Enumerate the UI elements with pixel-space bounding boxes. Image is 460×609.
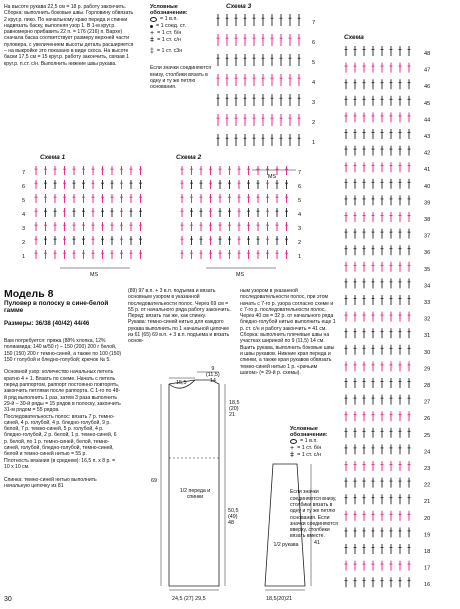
- scheme4-row-number: 36: [424, 250, 431, 257]
- scheme4-row-number: 40: [424, 183, 431, 190]
- scheme4-row-number: 46: [424, 84, 431, 91]
- scheme1-chart: [20, 162, 170, 280]
- scheme4-row-number: 25: [424, 432, 431, 439]
- scheme4-row-number: 16: [424, 582, 431, 589]
- legend-top: [150, 4, 212, 91]
- scheme4-row-number: 34: [424, 283, 431, 290]
- scheme-row-number-left: 2: [22, 240, 26, 246]
- scheme3-row-number: 3: [312, 100, 316, 106]
- scheme4-row-number: 35: [424, 266, 431, 273]
- scheme-row-number-left: 3: [22, 226, 26, 232]
- dc-symbol-icon: ǂ: [290, 452, 295, 460]
- scheme3-ms-label: MS: [268, 174, 277, 180]
- scheme3-row-number: 5: [312, 60, 316, 66]
- legend-note-top: Если значки соединяются внизу, столбики вязать в одну и ту же петлю основания.: [150, 65, 211, 91]
- scheme-row-number-left: 5: [22, 198, 26, 204]
- legend-row-sc: + = 1 ст. б/н: [150, 30, 182, 38]
- scheme4-row-number: 47: [424, 67, 431, 74]
- scheme4-row-number: 43: [424, 134, 431, 140]
- scheme-row-number-left: 7: [22, 170, 26, 176]
- scheme4-row-number: 28: [424, 383, 431, 389]
- scheme-row-number-right: 7: [298, 170, 302, 176]
- dim-sleeve-bottom: 18,5(20)21: [266, 596, 293, 602]
- scheme4-title: Схема: [344, 34, 364, 41]
- scheme4-row-number: 18: [424, 549, 431, 555]
- model-subtitle: Пуловер в полоску в сине-белой гамме: [4, 300, 109, 315]
- scheme4-row-number: 30: [424, 349, 431, 356]
- scheme-ms-label: MS: [90, 272, 99, 278]
- scheme1-title: Схема 1: [40, 154, 66, 161]
- scheme2-title: Схема 2: [176, 154, 202, 161]
- scheme-row-number-right: 4: [298, 212, 302, 218]
- scheme4-row-number: 20: [424, 515, 431, 522]
- dim-left-155: 15,5: [176, 380, 187, 386]
- legend-title: Условные обозначения:: [150, 4, 188, 17]
- scheme4-row-number: 33: [424, 300, 431, 306]
- scheme-ms-label: MS: [236, 272, 245, 278]
- scheme3-title: Схема 3: [226, 3, 252, 10]
- scheme4-row-number: 39: [424, 200, 431, 207]
- dim-right-lower: 50,5 (49) 48: [228, 508, 239, 526]
- scheme4-row-number: 26: [424, 416, 431, 423]
- scheme-row-number-left: 4: [22, 212, 26, 218]
- scheme4-row-number: 24: [424, 449, 431, 456]
- scheme3-row-number: 4: [312, 80, 316, 86]
- dim-height-69: 69: [151, 478, 157, 484]
- legend-row-slip: = 1 соед. ст.: [150, 23, 212, 30]
- dim-right-upper: 18,5 (20) 21: [229, 400, 240, 418]
- chain-symbol-icon: [290, 439, 297, 444]
- intro-text: На высоте рукава 22,5 см = 18 р. работу закончить. Сборка: выполнить боковые швы. Горловину обвязать 2 круг.р. пико. По начальному краю переда и спинки надвязать баску, выполняя узор 1. В 1-м круг.р. равномерно прибавить 22 п. = 176 (216) п. Вархе) сначала баска соответствует размеру верхней части пуловера, с увеличением высоты деталь расширяется – на выкройке это показано в виде скоса. На высоте баски 17,5 см = 15 круг.р. работу закончить, связав 1 круг.р. п.ст. с/н. Выполнить нижние швы рукава.: [4, 4, 134, 67]
- scheme4-row-number: 38: [424, 217, 431, 223]
- chain-symbol-icon: [150, 17, 157, 22]
- scheme-row-number-right: 2: [298, 240, 302, 246]
- scheme-row-number-right: 5: [298, 198, 302, 204]
- scheme-row-number-left: 1: [22, 254, 26, 260]
- scheme-row-number-right: 6: [298, 184, 302, 190]
- scheme4-row-number: 44: [424, 117, 431, 124]
- body-outline: [169, 380, 219, 586]
- scheme4-row-number: 19: [424, 532, 431, 539]
- legend-row-tr: ‡ = 1 ст. с3н: [150, 48, 183, 56]
- scheme3-chart: [212, 10, 328, 180]
- legend-note-bottom: Если значки соединяются внизу, столбики вязать в одну и ту же петлю основания. Если значки соединяются вверху, столбики вязать вместе.: [290, 489, 338, 540]
- dim-sleeve-41: 41: [314, 540, 320, 546]
- scheme2-chart: [166, 162, 316, 280]
- scheme4-row-number: 17: [424, 565, 431, 572]
- dim-top: 9 (11,5) 14: [206, 366, 220, 384]
- scheme-row-number-right: 1: [298, 254, 302, 260]
- scheme4-row-number: 27: [424, 399, 431, 406]
- scheme4-row-number: 29: [424, 366, 431, 373]
- scheme4-row-number: 23: [424, 466, 431, 472]
- scheme-row-number-right: 3: [298, 226, 302, 232]
- model-title: Модель 8: [4, 288, 54, 300]
- legend-row-chain: = 1 в.п.: [150, 16, 212, 23]
- scheme3-row-number: 2: [312, 120, 316, 126]
- scheme4-chart: [340, 42, 440, 602]
- model-text-col1: Вам потребуется: пряжа (88% хлопка, 12% полиамида; 140 м/50 г) – 150 (200) 200 г белой, 150 (150) 200 г темно-синей, а также по 100 (150) 150 г голубой и бледно-голубой; крючок № 5. Основной узор: количество начальных петель кратно 4 + 1. Вязать по схеме. Начать с петель перед раппортом, раппорт постоянно повторять, закончить петлями после раппорта. С 1-го по 48-й ряд выполнить 1 раз, затем 3 раза выполнить 29-й – 30-й ряды = 15 рядов в полоску, закончить 31-м рядом = 55 рядов. Последовательность полос: вязать 7 р. темно-синей, 4 р. голубой, 4 р. бледно-голубой, 9 р. белой, 7 р. темно-синей, 5 р. голубой, 4 р. бледно-голубой, 2 р. белой, 1 р. темно-синей, 6 р. белой, по 1 р. темно-синей, белой, темно-синей, голубой, бледно-голубой, темно-синей, белой и темно-синей нитью = 55 р. Плотность вязания (в среднем): 16,5 п. х 8 р. = 10 х 10 см. Спинка: темно-синей нитью выполнить начальную цепочку из 81: [4, 338, 122, 489]
- body-label: 1/2 переда и спинки: [179, 488, 211, 500]
- sleeve-label: 1/2 рукава: [273, 542, 299, 548]
- scheme3-row-number: 6: [312, 40, 316, 46]
- slip-symbol-icon: [150, 25, 153, 28]
- scheme4-row-number: 41: [424, 167, 431, 174]
- model-text-col3: ным узором в указанной последовательности полос, при этом начать с 7-го р. узора согласно схеме и с 7-го р. последовательности полос. Через 40 см = 32 р. от начального ряда бледно-голубой нитью выполнить еще 1 р. ст. с/н и работу закончить = 41 см. Сборка: выполнить плечевые швы на участках шириной по 9 (11,5) 14 см. Вшить рукава, выполнить боковые швы и швы рукавов. Нижние края переда и спинки, а также края рукавов обвязать темно-синей нитью 1 р. «рачьим шагом» (= 29-й р. схемы).: [240, 288, 336, 376]
- legend-row-dc: ǂ = 1 ст. с/н: [150, 37, 181, 45]
- scheme3-row-number: 1: [312, 140, 316, 146]
- legend-bottom: Условные обозначения: = 1 в.п. + = 1 ст. б/н ǂ = 1 ст. с/н Если значки соединяются внизу, столбики вязать в одну и ту же петлю основания. Если значки соединяются вверху, столбики вязать вместе.: [290, 426, 342, 540]
- page-number: 30: [4, 596, 12, 603]
- scheme4-row-number: 31: [424, 333, 431, 340]
- sc-symbol-icon: +: [150, 30, 155, 38]
- scheme4-row-number: 42: [424, 150, 431, 157]
- scheme4-row-number: 48: [424, 51, 431, 57]
- scheme4-row-number: 21: [424, 499, 431, 506]
- tr-symbol-icon: ‡: [150, 48, 154, 56]
- sc-symbol-icon: +: [290, 445, 295, 453]
- model-text-col2: (89) 97 в.п. + 3 в.п. подъема и вязать основным узором в указанной последовательности полос. Через 69 см = 55 р. от начального ряда работу закончить. Перед: вязать так же, как спинку. Рукава: темно-синей нитью для каждого рукава выполнить по 1 начальной цепочке из 61 (65) 69 в.п. + 3 в.п. подъема и вязать основ-: [128, 288, 231, 345]
- scheme3-row-number: 7: [312, 20, 316, 26]
- dc-symbol-icon: ǂ: [150, 37, 155, 45]
- model-sizes: Размеры: 36/38 (40/42) 44/46: [4, 319, 90, 327]
- model-header: [4, 288, 124, 327]
- scheme4-row-number: 32: [424, 316, 431, 323]
- scheme4-row-number: 45: [424, 100, 431, 107]
- scheme4-row-number: 22: [424, 482, 431, 489]
- scheme4-row-number: 37: [424, 233, 431, 240]
- scheme-row-number-left: 6: [22, 184, 26, 190]
- dim-bottom: 24,5 (27) 29,5: [172, 596, 206, 602]
